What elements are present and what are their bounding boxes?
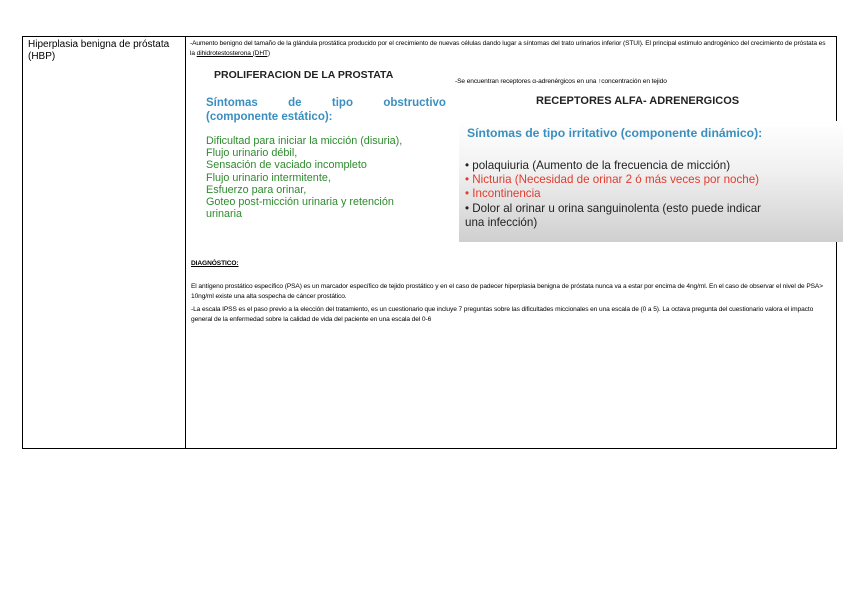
obstructive-title-word: de bbox=[288, 97, 302, 109]
list-item: Flujo urinario débil, bbox=[206, 147, 298, 160]
list-item: • Nicturia (Necesidad de orinar 2 ó más veces por noche) bbox=[465, 173, 760, 187]
receptor-note: -Se encuentran receptores α-adrenérgicos en una ↑concentración en tejido bbox=[455, 78, 667, 85]
term-cell bbox=[23, 37, 186, 448]
description-cell bbox=[186, 37, 836, 448]
term-label: Hiperplasia benigna de próstata (HBP) bbox=[28, 39, 170, 62]
obstructive-title-word: obstructivo bbox=[383, 97, 446, 109]
list-item: Flujo urinario intermitente, bbox=[206, 171, 331, 184]
irritative-box bbox=[459, 121, 843, 242]
list-item: Esfuerzo para orinar, bbox=[206, 183, 307, 196]
list-item: una infección) bbox=[465, 215, 538, 229]
diagnosis-paragraph: -La escala IPSS es el paso previo a la elección del tratamiento, es un cuestionario que incluye 7 preguntas sobre las dificultades miccionales en una escala de (0 a 5). La octava pregunta del cuestionario valora el impacto general de la enfermedad sobre la calidad de vida del paciente en una escala del 0-6 bbox=[191, 306, 814, 323]
list-item: urinaria bbox=[206, 208, 243, 221]
obstructive-subtitle: (componente estático): bbox=[206, 111, 333, 123]
list-item: • polaquiuria (Aumento de la frecuencia de micción) bbox=[465, 159, 731, 172]
obstructive-title bbox=[206, 96, 446, 110]
proliferation-block bbox=[206, 69, 456, 220]
irritative-list bbox=[465, 159, 761, 230]
intro-paragraph bbox=[190, 39, 832, 58]
list-item: • Dolor al orinar u orina sanguinolenta (esto puede indicar bbox=[465, 201, 762, 215]
diagnosis-paragraph: El antígeno prostático específico (PSA) es un marcador específico de tejido prostático y en el caso de padecer hiperplasia benigna de próstata nunca va a estar por encima de 4ng/ml. En el caso de observar el nivel de PSA> 10ng/ml existe una alta sospecha de cáncer prostático. bbox=[191, 283, 823, 300]
diagnosis-title: DIAGNÓSTICO: bbox=[191, 260, 239, 267]
list-item: Goteo post-micción urinaria y retención bbox=[206, 196, 394, 209]
intro-text: -Aumento benigno del tamaño de la glándula prostática producido por el crecimiento de nuevas células dando lugar a síntomas del trato urinarios inferior (STUI). El principal estimulo androgénico del crecimiento de próstata es la bbox=[190, 40, 826, 57]
receptor-title: RECEPTORES ALFA- ADRENERGICOS bbox=[536, 95, 740, 107]
obstructive-list bbox=[206, 135, 446, 220]
list-item: Sensación de vaciado incompleto bbox=[206, 159, 367, 172]
content-table bbox=[22, 36, 837, 449]
obstructive-title-word: Síntomas bbox=[206, 97, 258, 109]
irritative-title: Síntomas de tipo irritativo (componente dinámico): bbox=[467, 126, 763, 140]
obstructive-title-word: tipo bbox=[331, 97, 353, 109]
dht-term: dihidrotestosterona (DHT) bbox=[196, 49, 271, 57]
list-item: • Incontinencia bbox=[465, 187, 541, 201]
list-item: Dificultad para iniciar la micción (disuria), bbox=[206, 135, 403, 147]
proliferation-title: PROLIFERACION DE LA PROSTATA bbox=[214, 69, 394, 81]
